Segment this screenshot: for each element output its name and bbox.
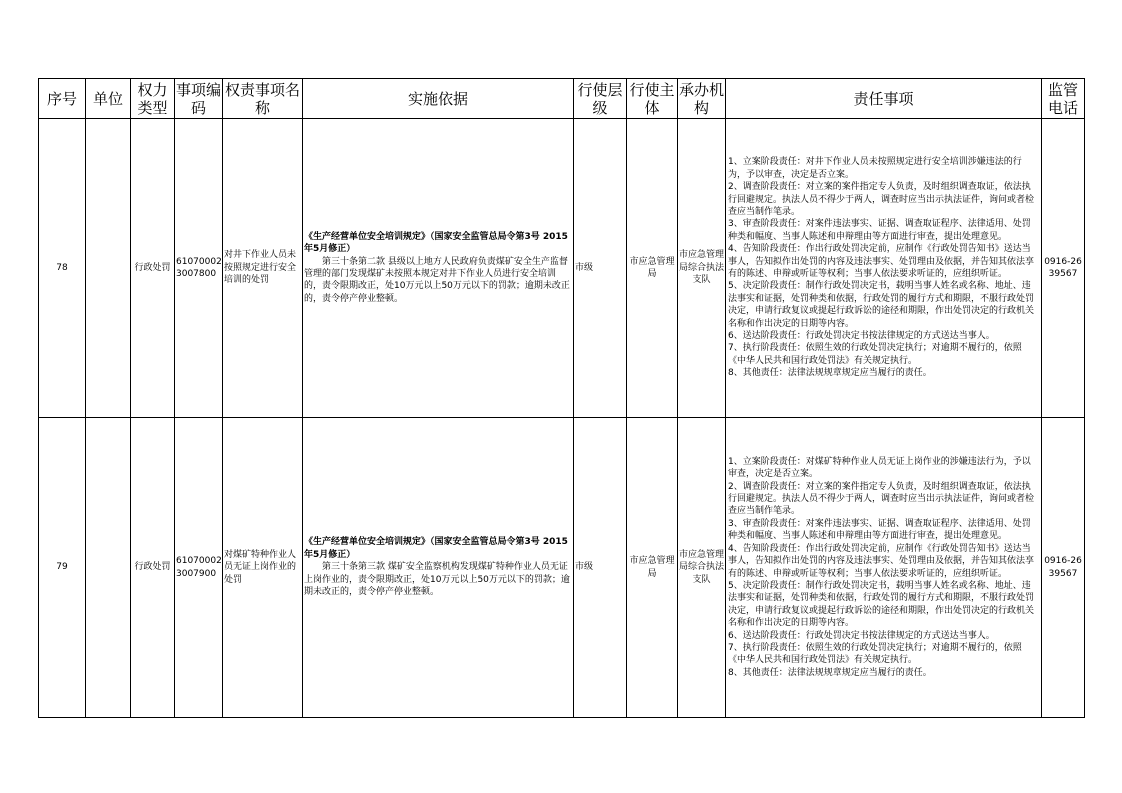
power-list-table <box>38 78 1085 718</box>
header-item-name: 权责事项名称 <box>223 79 303 119</box>
cell-subject: 市应急管理局 <box>627 418 678 718</box>
header-responsibility: 责任事项 <box>726 79 1042 119</box>
header-power-type: 权力类型 <box>131 79 175 119</box>
header-item-code: 事项编码 <box>175 80 221 117</box>
table-row <box>39 418 1085 718</box>
cell-agency: 市应急管理局综合执法支队 <box>678 418 726 718</box>
cell-unit <box>86 119 131 418</box>
cell-level: 市级 <box>574 119 627 418</box>
cell-item-name: 对煤矿特种作业人员无证上岗作业的处罚 <box>223 418 303 718</box>
basis-title: 《生产经营单位安全培训规定》（国家安全监管总局令第3号 2015年5月修正） <box>304 537 568 560</box>
cell-item-code: 610700023007900 <box>175 418 223 718</box>
header-subject: 行使主体 <box>627 79 678 119</box>
cell-seq: 79 <box>39 418 86 718</box>
header-unit: 单位 <box>86 79 131 119</box>
header-phone: 监管电话 <box>1042 79 1085 119</box>
cell-agency: 市应急管理局综合执法支队 <box>678 119 726 418</box>
header-row <box>39 79 1085 119</box>
cell-seq: 78 <box>39 119 86 418</box>
cell-power-type: 行政处罚 <box>131 418 175 718</box>
cell-phone: 0916-2639567 <box>1042 119 1085 418</box>
header-agency: 承办机构 <box>678 80 724 117</box>
cell-power-type: 行政处罚 <box>131 119 175 418</box>
header-level: 行使层级 <box>574 79 627 119</box>
cell-level: 市级 <box>574 418 627 718</box>
cell-item-code: 610700023007800 <box>175 119 223 418</box>
basis-body: 第三十条第二款 县级以上地方人民政府负责煤矿安全生产监督管理的部门发现煤矿未按照本规定对井下作业人员进行安全培训的，责令限期改正，处10万元以上50万元以下的罚款；逾期未改正的，责令停产停业整顿。 <box>304 256 570 304</box>
header-basis: 实施依据 <box>303 79 574 119</box>
cell-phone: 0916-2639567 <box>1042 418 1085 718</box>
table-row <box>39 119 1085 418</box>
cell-responsibility: 1、立案阶段责任：对井下作业人员未按照规定进行安全培训涉嫌违法的行为，予以审查，决定是否立案。 2、调查阶段责任：对立案的案件指定专人负责，及时组织调查取证，依法执行回避规定。执法人员不得少于两人，调查时应当出示执法证件，询问或者检查应当制作笔录。 3、审查阶段责任：对案件违法事实、证据、调查取证程序、法律适用、处罚种类和幅度、当事人陈述和申辩理由等方面进行审查，提出处理意见。 4、告知阶段责任：作出行政处罚决定前，应制作《行政处罚告知书》送达当事人，告知拟作出处罚的内容及违法事实、处罚理由及依据，并告知其依法享有的陈述、申辩或听证等权利；当事人依法要求听证的，应组织听证。 5、决定阶段责任：制作行政处罚决定书，载明当事人姓名或名称、地址、违法事实和证据，处罚种类和依据，行政处罚的履行方式和期限，不服行政处罚决定，申请行政复议或提起行政诉讼的途径和期限，作出处罚决定的行政机关名称和作出决定的日期等内容。 6、送达阶段责任：行政处罚决定书按法律规定的方式送达当事人。 7、执行阶段责任：依照生效的行政处罚决定执行；对逾期不履行的，依照《中华人民共和国行政处罚法》有关规定执行。 8、其他责任：法律法规规章规定应当履行的责任。 <box>726 119 1042 418</box>
cell-basis <box>303 119 574 418</box>
basis-body: 第三十条第三款 煤矿安全监察机构发现煤矿特种作业人员无证上岗作业的，责令限期改正，处10万元以上50万元以下的罚款；逾期未改正的，责令停产停业整顿。 <box>304 562 570 598</box>
cell-basis <box>303 418 574 718</box>
cell-unit <box>86 418 131 718</box>
basis-title: 《生产经营单位安全培训规定》（国家安全监管总局令第3号 2015年5月修正） <box>304 231 568 255</box>
cell-subject: 市应急管理局 <box>627 119 678 418</box>
cell-item-name: 对井下作业人员未按照规定进行安全培训的处罚 <box>223 119 303 418</box>
header-seq: 序号 <box>39 79 86 119</box>
cell-responsibility: 1、立案阶段责任：对煤矿特种作业人员无证上岗作业的涉嫌违法行为，予以审查，决定是否立案。 2、调查阶段责任：对立案的案件指定专人负责，及时组织调查取证，依法执行回避规定。执法人员不得少于两人，调查时应当出示执法证件，询问或者检查应当制作笔录。 3、审查阶段责任：对案件违法事实、证据、调查取证程序、法律适用、处罚种类和幅度、当事人陈述和申辩理由等方面进行审查，提出处理意见。 4、告知阶段责任：作出行政处罚决定前，应制作《行政处罚告知书》送达当事人，告知拟作出处罚的内容及违法事实、处罚理由及依据，并告知其依法享有的陈述、申辩或听证等权利；当事人依法要求听证的，应组织听证。 5、决定阶段责任：制作行政处罚决定书，载明当事人姓名或名称、地址、违法事实和证据，处罚种类和依据，行政处罚的履行方式和期限，不服行政处罚决定，申请行政复议或提起行政诉讼的途径和期限，作出处罚决定的行政机关名称和作出决定的日期等内容。 6、送达阶段责任：行政处罚决定书按法律规定的方式送达当事人。 7、执行阶段责任：依照生效的行政处罚决定执行；对逾期不履行的，依照《中华人民共和国行政处罚法》有关规定执行。 8、其他责任：法律法规规章规定应当履行的责任。 <box>726 418 1042 718</box>
